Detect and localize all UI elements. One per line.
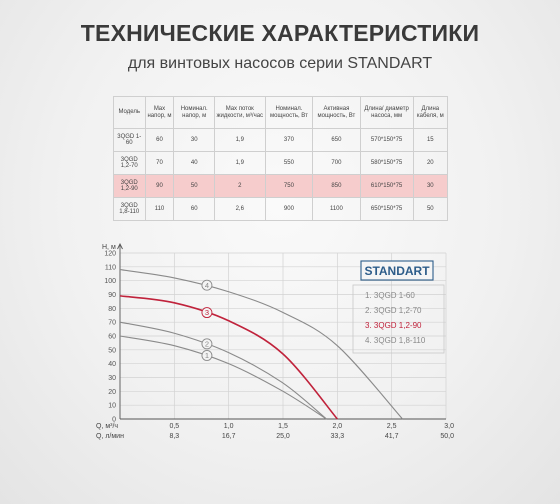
column-header: Номинал. напор, м — [174, 97, 215, 129]
table-cell: 15 — [413, 129, 447, 152]
table-cell: 40 — [174, 152, 215, 175]
column-header: Max напор, м — [145, 97, 174, 129]
column-header: Длина/ диаметр насоса, мм — [360, 97, 413, 129]
table-cell: 90 — [145, 175, 174, 198]
table-cell: 2,6 — [214, 198, 265, 221]
y-tick-label: 60 — [108, 333, 116, 341]
legend-entry: 4. 3QGD 1,8-110 — [365, 336, 426, 345]
y-tick-label: 40 — [108, 361, 116, 369]
column-header: Длина кабеля, м — [413, 97, 447, 129]
column-header: Активная мощность, Вт — [313, 97, 360, 129]
y-tick-label: 80 — [108, 305, 116, 313]
y-tick-label: 90 — [108, 292, 116, 299]
table-cell: 60 — [145, 129, 174, 152]
table-cell: 850 — [313, 175, 360, 198]
table-cell: 370 — [265, 129, 313, 152]
table-cell: 30 — [174, 129, 215, 152]
x-tick-label-2: 41,7 — [384, 433, 399, 440]
series-line — [120, 270, 403, 419]
table-cell: 610*150*75 — [360, 175, 413, 198]
y-tick-label: 30 — [108, 375, 116, 382]
x-axis-label-2: Q, л/мин — [96, 433, 124, 440]
page-title: ТЕХНИЧЕСКИЕ ХАРАКТЕРИСТИКИ — [80, 20, 480, 46]
y-tick-label: 110 — [104, 264, 116, 272]
series-marker-label: 3 — [204, 308, 210, 318]
y-tick-label: 70 — [108, 319, 116, 327]
x-tick-label-2: 50,0 — [440, 433, 454, 440]
x-tick-label-2: 33,3 — [330, 433, 345, 440]
legend-entry: 1. 3QGD 1-60 — [365, 291, 415, 300]
x-tick-label-2: 16,7 — [221, 433, 236, 440]
table-row — [114, 198, 448, 221]
pump-curve-chart — [0, 236, 560, 504]
x-tick-label: 2,0 — [332, 423, 343, 430]
table-cell: 700 — [313, 152, 360, 175]
y-tick-label: 10 — [108, 402, 116, 410]
legend-entry: 2. 3QGD 1,2-70 — [365, 306, 422, 315]
table-cell: 550 — [265, 152, 313, 175]
y-tick-label: 0 — [112, 416, 116, 424]
y-tick-label: 100 — [104, 278, 116, 286]
y-tick-label: 120 — [104, 250, 116, 258]
table-cell: 650 — [313, 129, 360, 152]
table-cell: 580*150*75 — [360, 152, 413, 175]
table-cell: 1,9 — [214, 129, 265, 152]
table-cell: 3QGD 1,8-110 — [114, 198, 146, 221]
x-tick-label: 3,0 — [444, 423, 454, 430]
table-cell: 3QGD 1,2-70 — [114, 152, 146, 175]
table-cell: 110 — [145, 198, 174, 221]
table-cell: 20 — [413, 152, 447, 175]
series-line — [120, 322, 326, 419]
series-marker-label: 2 — [204, 339, 210, 349]
table-row-highlighted — [114, 175, 448, 198]
table-cell: 750 — [265, 175, 313, 198]
table-cell: 70 — [145, 152, 174, 175]
x-tick-label: 0,5 — [169, 423, 180, 430]
page-subtitle: для винтовых насосов серии STANDART — [127, 55, 433, 72]
column-header: Номинал. мощность, Вт — [265, 97, 313, 129]
x-tick-label: 2,5 — [386, 423, 397, 430]
y-axis-label: H, м — [102, 244, 116, 251]
table-cell: 3QGD 1,2-90 — [114, 175, 146, 198]
x-axis-label: Q, м³/ч — [96, 423, 119, 430]
series-marker-label: 1 — [204, 351, 210, 361]
table-cell: 3QGD 1-60 — [114, 129, 146, 152]
specs-table — [113, 96, 448, 221]
legend-entry: 3. 3QGD 1,2-90 — [365, 321, 422, 330]
table-cell: 30 — [413, 175, 447, 198]
brand-label: STANDART — [364, 264, 430, 278]
x-tick-label-2: 25,0 — [276, 433, 290, 440]
x-tick-label: 1,0 — [223, 423, 234, 430]
table-row — [114, 152, 448, 175]
table-cell: 650*150*75 — [360, 198, 413, 221]
y-tick-label: 50 — [108, 347, 116, 355]
column-header: Max поток жидкости, м³/час — [214, 97, 265, 129]
table-cell: 900 — [265, 198, 313, 221]
table-cell: 2 — [214, 175, 265, 198]
column-header: Модель — [114, 97, 146, 129]
y-tick-label: 20 — [108, 388, 116, 396]
table-header-row — [114, 97, 448, 129]
x-tick-label-2: 8,3 — [169, 433, 180, 440]
table-cell: 50 — [174, 175, 215, 198]
table-row — [114, 129, 448, 152]
x-tick-label: 1,5 — [278, 423, 288, 430]
table-cell: 570*150*75 — [360, 129, 413, 152]
table-cell: 50 — [413, 198, 447, 221]
table-cell: 1,9 — [214, 152, 265, 175]
table-cell: 60 — [174, 198, 215, 221]
series-marker-label: 4 — [204, 280, 210, 290]
table-cell: 1100 — [313, 198, 360, 221]
